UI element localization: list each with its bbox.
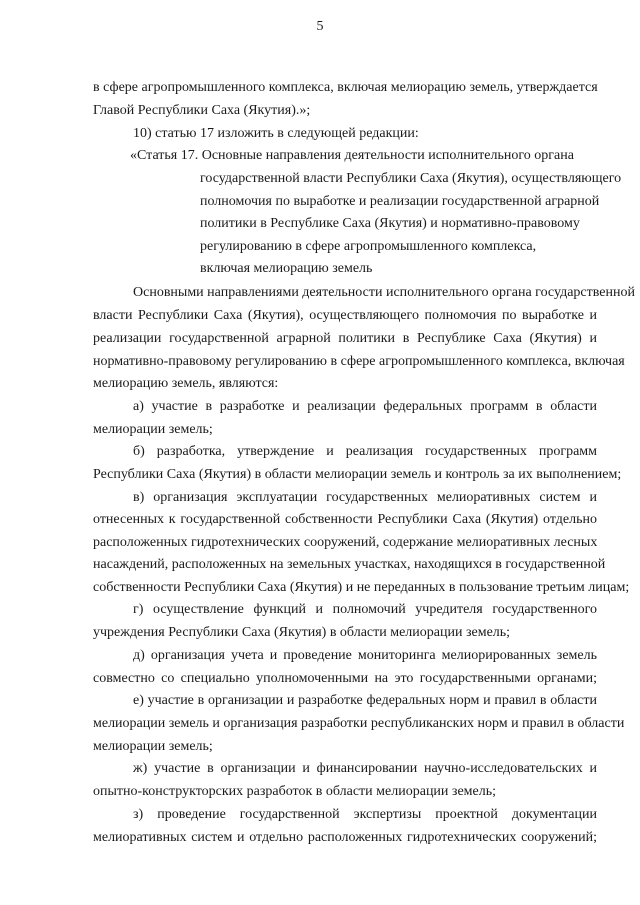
text-line: совместно со специально уполномоченными на это государственными органами; (93, 671, 597, 686)
list-item: а) участие в разработке и реализации федеральных программ в области (133, 399, 597, 414)
article-heading: государственной власти Республики Саха (Якутия), осуществляющего (200, 171, 622, 186)
text-line: учреждения Республики Саха (Якутия) в области мелиорации земель; (93, 625, 511, 640)
list-item: ж) участие в организации и финансировании научно-исследовательских и (133, 761, 597, 776)
text-line: мелиорации земель и организация разработки республиканских норм и правил в области (93, 716, 625, 731)
text-line: опытно-конструкторских разработок в области мелиорации земель; (93, 784, 496, 799)
text-line: Главой Республики Саха (Якутия).»; (93, 103, 311, 118)
text-line: в сфере агропромышленного комплекса, включая мелиорацию земель, утверждается (93, 80, 598, 95)
article-heading: полномочия по выработке и реализации государственной аграрной (200, 194, 600, 209)
text-line: собственности Республики Саха (Якутия) и не переданных в пользование третьим лицам; (93, 580, 630, 595)
text-line: мелиорацию земель, являются: (93, 376, 279, 391)
list-item: е) участие в организации и разработке федеральных норм и правил в области (133, 693, 597, 708)
text-line: мелиорации земель; (93, 422, 213, 437)
text-line: Республики Саха (Якутия) в области мелиорации земель и контроль за их выполнением; (93, 467, 622, 482)
text-line: насаждений, расположенных на земельных участках, находящихся в государственной (93, 557, 606, 572)
list-item: з) проведение государственной экспертизы проектной документации (133, 807, 597, 822)
text-line: мелиорации земель; (93, 739, 213, 754)
list-item: в) организация эксплуатации государственных мелиоративных систем и (133, 490, 597, 505)
article-heading: политики в Республике Саха (Якутия) и нормативно-правовому (200, 216, 580, 231)
article-heading: «Статья 17. Основные направления деятельности исполнительного органа (130, 148, 574, 163)
text-line: расположенных гидротехнических сооружений, содержание мелиоративных лесных (93, 535, 598, 550)
text-line: Основными направлениями деятельности исполнительного органа государственной (133, 285, 635, 300)
text-line: мелиоративных систем и отдельно расположенных гидротехнических сооружений; (93, 830, 597, 845)
page-number: 5 (316, 19, 324, 34)
text-line: реализации государственной аграрной политики в Республике Саха (Якутия) и (93, 331, 597, 346)
text-line: нормативно-правовому регулированию в сфере агропромышленного комплекса, включая (93, 354, 625, 369)
list-item: б) разработка, утверждение и реализация государственных программ (133, 444, 597, 459)
list-item: д) организация учета и проведение мониторинга мелиорированных земель (133, 648, 597, 663)
article-heading: включая мелиорацию земель (200, 261, 373, 276)
text-line: 10) статью 17 изложить в следующей редакции: (133, 126, 419, 141)
article-heading: регулированию в сфере агропромышленного комплекса, (200, 239, 537, 254)
text-line: власти Республики Саха (Якутия), осуществляющего полномочия по выработке и (93, 308, 597, 323)
list-item: г) осуществление функций и полномочий учредителя государственного (133, 602, 597, 617)
text-line: отнесенных к государственной собственности Республики Саха (Якутия) отдельно (93, 512, 597, 527)
